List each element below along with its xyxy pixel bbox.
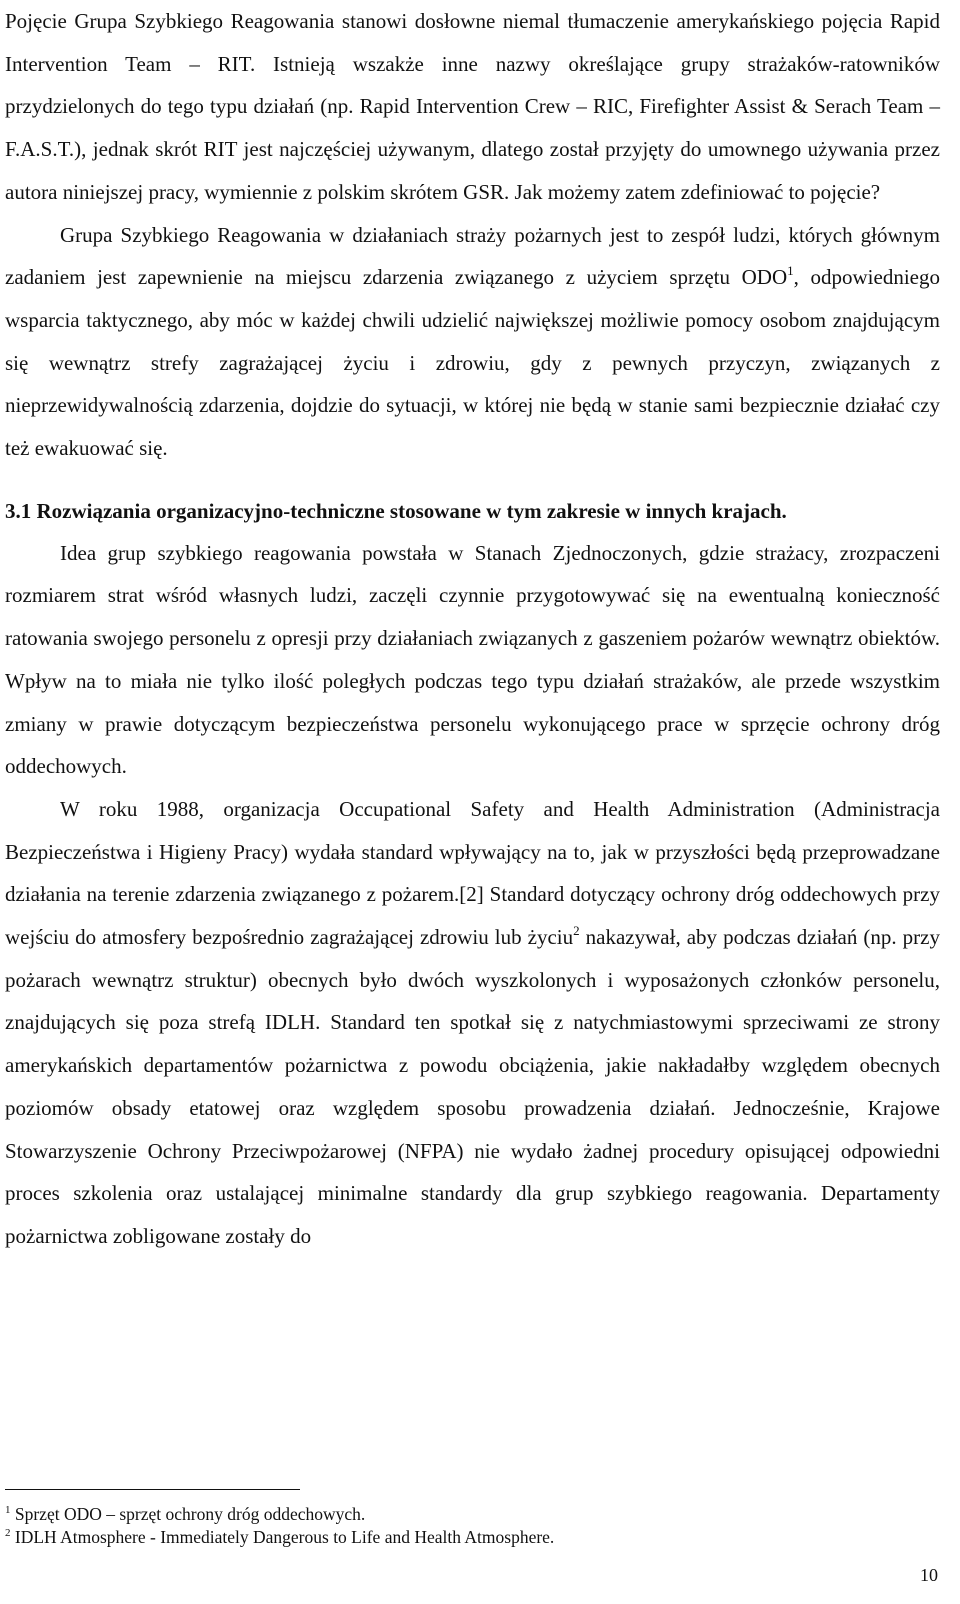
paragraph-osha-standard — [5, 788, 940, 1258]
footnote-text: IDLH Atmosphere - Immediately Dangerous to Life and Health Atmosphere. — [14, 1527, 555, 1547]
footnotes — [5, 1503, 940, 1549]
footnote-number: 2 — [5, 1527, 11, 1539]
paragraph-text: , odpowiedniego wsparcia taktycznego, aby móc w każdej chwili udzielić największej możliwie pomocy osobom znajdującym się wewnątrz strefy zagrażającej życiu i zdrowiu, gdy z pewnych przyczyn, związanych z nieprzewidywalnością zdarzenia, dojdzie do sytuacji, w której nie będą w stanie sami bezpiecznie działać czy też ewakuować się. — [5, 265, 940, 461]
section-heading: 3.1 Rozwiązania organizacyjno-techniczne stosowane w tym zakresie w innych krajach. — [5, 498, 787, 523]
page-number: 10 — [920, 1565, 938, 1585]
footnote-separator — [5, 1489, 300, 1490]
paragraph-text: nakazywał, aby podczas działań (np. przy pożarach wewnątrz struktur) obecnych było dwóch wyszkolonych i wyposażonych członków personelu, znajdujących się poza strefą IDLH. Standard ten spotkał się z natychmiastowymi sprzeciwami ze strony amerykańskich departamentów pożarnictwa z powodu obciążenia, jakie nakładałby względem obecnych poziomów obsady etatowej oraz względem sposobu prowadzenia działań. Jednocześnie, Krajowe Stowarzyszenie Ochrony Przeciwpożarowej (NFPA) nie wydało żadnej procedury opisującej odpowiedni proces szkolenia oraz ustalającej minimalne standardy dla grup szybkiego reagowania. Departamenty pożarnictwa zobligowane zostały do — [5, 925, 940, 1248]
footnote-number: 1 — [5, 1504, 11, 1516]
paragraph-origin: Idea grup szybkiego reagowania powstała w Stanach Zjednoczonych, gdzie strażacy, zrozpaczeni rozmiarem strat wśród własnych ludzi, zaczęli czynnie przygotowywać się na ewentualną konieczność ratowania swojego personelu z opresji przy działaniach związanych z gaszeniem pożarów wewnątrz obiektów. Wpływ na to miała nie tylko ilość poległych podczas tego typu działań strażaków, ale przede wszystkim zmiany w prawie dotyczącym bezpieczeństwa personelu wykonującego prace w sprzęcie ochrony dróg oddechowych. — [5, 540, 940, 779]
footnote-reference: 2 — [573, 923, 580, 939]
paragraph-gsr-description — [5, 214, 940, 470]
footnote — [5, 1503, 940, 1526]
footnote — [5, 1526, 940, 1549]
paragraph-rit-definition: Pojęcie Grupa Szybkiego Reagowania stanowi dosłowne niemal tłumaczenie amerykańskiego pojęcia Rapid Intervention Team – RIT. Istnieją wszakże inne nazwy określające grupy strażaków-ratowników przydzielonych do tego typu działań (np. Rapid Intervention Crew – RIC, Firefighter Assist & Serach Team – F.A.S.T.), jednak skrót RIT jest najczęściej używanym, dlatego został przyjęty do umownego używania przez autora niniejszej pracy, wymiennie z polskim skrótem GSR. Jak możemy zatem zdefiniować to pojęcie? — [5, 9, 940, 204]
document-body — [5, 0, 940, 1258]
footnote-reference: 1 — [787, 263, 794, 279]
paragraph-text: W roku 1988, organizacja Occupational Safety and Health Administration (Administracja Bezpieczeństwa i Higieny Pracy) wydała standard wpływający na to, jak w przyszłości będą przeprowadzane działania na terenie zdarzenia związanego z pożarem.[2] Standard dotyczący ochrony dróg oddechowych przy wejściu do atmosfery bezpośrednio zagrażającej zdrowiu lub życiu — [5, 796, 940, 950]
footnote-text: Sprzęt ODO – sprzęt ochrony dróg oddechowych. — [14, 1504, 366, 1524]
paragraph-text: Grupa Szybkiego Reagowania w działaniach straży pożarnych jest to zespół ludzi, których głównym zadaniem jest zapewnienie na miejscu zdarzenia związanego z użyciem sprzętu ODO — [5, 222, 940, 290]
